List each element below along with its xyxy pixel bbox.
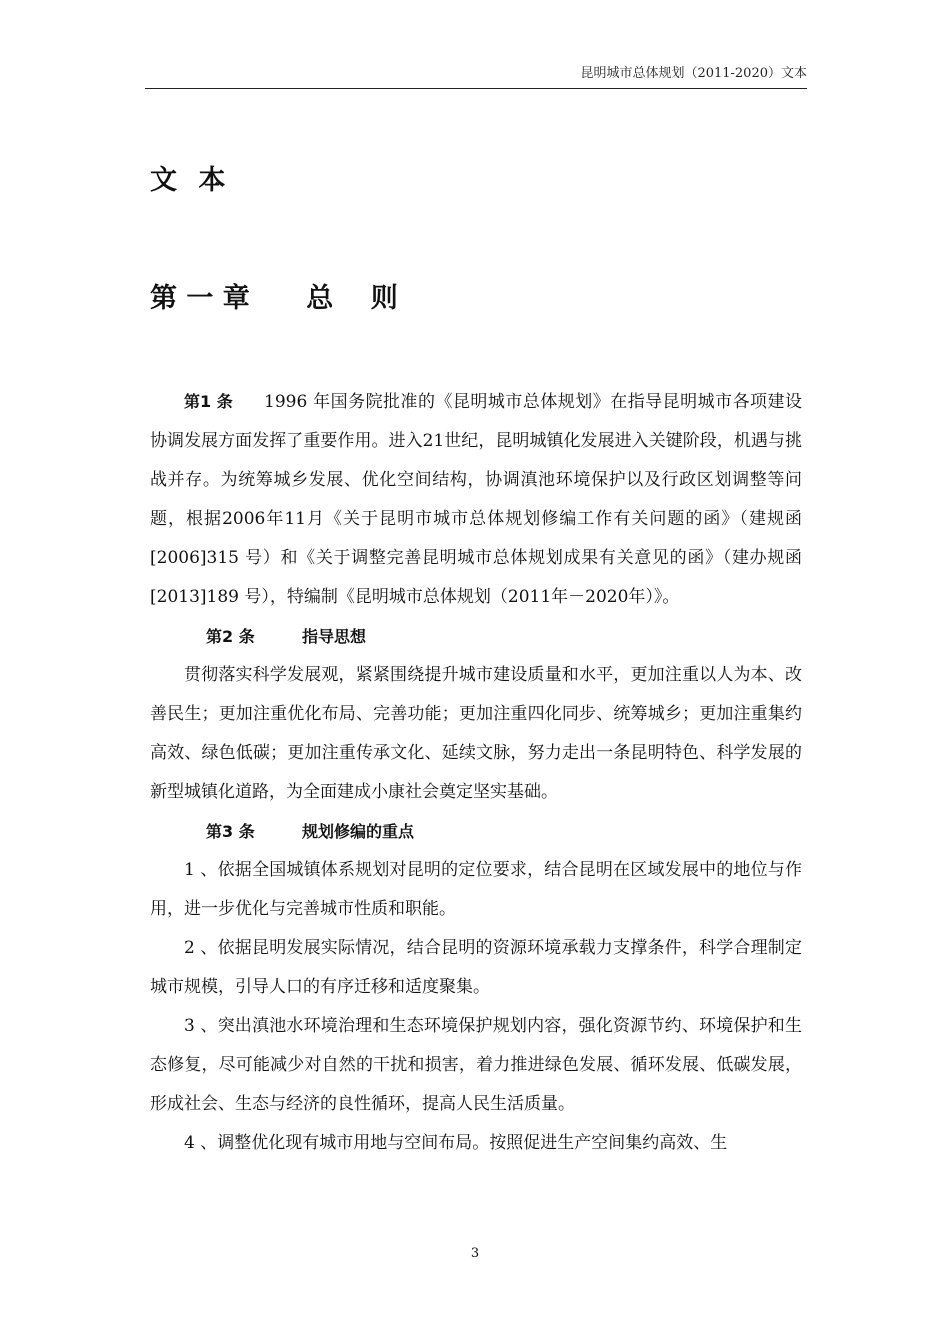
article-2-number: 第2 条 (206, 627, 255, 646)
article-3-heading-line (150, 812, 802, 851)
running-header (145, 64, 807, 89)
article-3-item-1: 1 、依据全国城镇体系规划对昆明的定位要求，结合昆明在区域发展中的地位与作用，进一步优化与完善城市性质和职能。 (150, 860, 802, 919)
article-1-paragraph (150, 382, 802, 617)
page-number: 3 (470, 1246, 480, 1261)
article-1-text: 1996 年国务院批准的《昆明城市总体规划》在指导昆明城市各项建设协调发展方面发挥了重要作用。进入21世纪，昆明城镇化发展进入关键阶段，机遇与挑战并存。为统筹城乡发展、优化空间结构，协调滇池环境保护以及行政区划调整等问题，根据2006年11月《关于昆明市城市总体规划修编工作有关问题的函》（建规函[2006]315 号）和《关于调整完善昆明城市总体规划成果有关意见的函》（建办规函[2013]189 号），特编制《昆明城市总体规划（2011年－2020年）》。 (150, 392, 802, 607)
article-3-number: 第3 条 (206, 822, 255, 841)
article-1-number: 第1 条 (184, 392, 233, 411)
article-3-item-4: 4 、调整优化现有城市用地与空间布局。按照促进生产空间集约高效、生 (184, 1133, 728, 1153)
article-3-item-3: 3 、突出滇池水环境治理和生态环境保护规划内容，强化资源节约、环境保护和生态修复，尽可能减少对自然的干扰和损害，着力推进绿色发展、循环发展、低碳发展，形成社会、生态与经济的良性循环，提高人民生活质量。 (150, 1016, 802, 1114)
article-3-item-2: 2 、依据昆明发展实际情况，结合昆明的资源环境承载力支撑条件，科学合理制定城市规模，引导人口的有序迁移和适度聚集。 (150, 938, 802, 997)
article-2-heading-line (150, 617, 802, 656)
article-2-paragraph: 贯彻落实科学发展观，紧紧围绕提升城市建设质量和水平，更加注重以人为本、改善民生；更加注重优化布局、完善功能；更加注重四化同步、统筹城乡；更加注重集约高效、绿色低碳；更加注重传承文化、延续文脉，努力走出一条昆明特色、科学发展的新型城镇化道路，为全面建成小康社会奠定坚实基础。 (150, 665, 802, 802)
document-title: 文 本 (150, 165, 232, 196)
article-3-heading: 规划修编的重点 (302, 822, 415, 841)
running-title: 昆明城市总体规划（2011-2020）文本 (580, 66, 807, 81)
document-body (150, 382, 802, 1163)
article-2-heading: 指导思想 (302, 627, 367, 646)
chapter-title: 第 一 章 总 则 (150, 283, 398, 314)
